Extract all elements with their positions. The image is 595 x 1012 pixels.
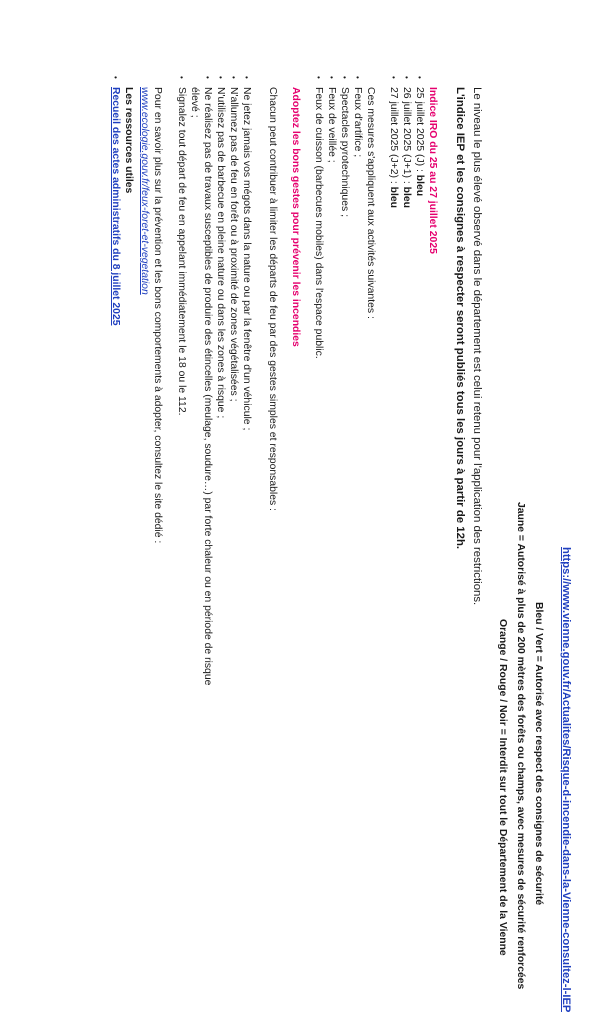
- info-line: Pour en savoir plus sur la prévention et les bons comportements à adopter, consultez le site dédié :: [152, 87, 163, 544]
- indice-level: bleu: [388, 186, 399, 209]
- bullet-icon: •: [415, 76, 424, 79]
- bullet-icon: •: [327, 76, 336, 79]
- gestes-item: N'allumez pas de feu en forêt ou à proximité de zones végétalisées ;: [228, 87, 239, 402]
- gestes-heading: Adoptez les bons gestes pour prévenir les incendies: [290, 87, 301, 347]
- intro-line-2: L'indice IEP et les consignes à respecter seront publiés tous les jours à partir de 12h.: [454, 87, 466, 550]
- bullet-icon: •: [229, 76, 238, 79]
- mesures-item: Feux de cuisson (barbecues mobiles) dans l'espace public.: [313, 87, 324, 359]
- mesures-item: Spectacles pyrotechniques ;: [339, 87, 350, 217]
- mesures-intro: Ces mesures s'appliquent aux activités suivantes :: [365, 87, 376, 319]
- bullet-icon: •: [389, 76, 398, 79]
- indice-heading: Indice IRO du 25 au 27 juillet 2025: [427, 87, 438, 254]
- bullet-icon: •: [216, 76, 225, 79]
- risk-page-link[interactable]: https://www.vienne.gouv.fr/Actualites/Risque-d-incendie-dans-la-Vienne-consultez-l-IEP: [560, 547, 572, 1012]
- ecologie-link[interactable]: www.ecologie.gouv.fr/feux-foret-et-vegetation: [139, 87, 150, 295]
- indice-date: 27 juillet 2025 (J+2) :: [388, 87, 399, 187]
- bullet-icon: •: [203, 76, 212, 79]
- indice-item: [401, 87, 411, 208]
- indice-date: 25 juillet 2025 (J) :: [414, 87, 425, 175]
- legend-line-yellow: Jaune = Autorisé à plus de 200 mètres des forêts ou champs, avec mesures de sécurité renforcées: [515, 502, 526, 990]
- indice-item: [414, 87, 424, 196]
- legend-line-blue-green: Bleu / Vert = Autorisé avec respect des consignes de sécurité: [533, 602, 544, 906]
- bullet-icon: •: [340, 76, 349, 79]
- mesures-item: Feux d'artifice ;: [352, 87, 363, 158]
- bullet-icon: •: [111, 76, 120, 79]
- gestes-item: Ne jetez jamais vos mégots dans la nature ou par la fenêtre d'un véhicule ;: [241, 87, 252, 431]
- gestes-item-continuation: élevé ;: [189, 87, 200, 118]
- gestes-item: Signalez tout départ de feu en appelant immédiatement le 18 ou le 112.: [176, 87, 187, 416]
- ressources-heading: Les ressources utiles: [123, 87, 134, 194]
- mesures-item: Feux de veillée ;: [326, 87, 337, 163]
- gestes-item: Ne réalisez pas de travaux susceptibles de produire des étincelles (meulage, soudure…) par forte chaleur ou en période de risque: [202, 87, 213, 686]
- bullet-icon: •: [242, 76, 251, 79]
- recueil-link[interactable]: Recueil des actes administratifs du 8 juillet 2025: [110, 87, 121, 326]
- legend-line-orange-red-black: Orange / Rouge / Noir = Interdit sur tout le Département de la Vienne: [497, 619, 508, 956]
- bullet-icon: •: [177, 76, 186, 79]
- rotated-content: [0, 2, 575, 1012]
- indice-level: bleu: [414, 174, 425, 197]
- indice-date: 26 juillet 2025 (J+1) :: [401, 87, 412, 187]
- indice-item: [388, 87, 398, 208]
- indice-level: bleu: [401, 186, 412, 209]
- intro-line-1: Le niveau le plus élevé observé dans le département est celui retenu pour l'application des restrictions.: [471, 87, 483, 606]
- gestes-intro: Chacun peut contribuer à limiter les départs de feu par des gestes simples et responsables :: [267, 87, 278, 511]
- bullet-icon: •: [402, 76, 411, 79]
- bullet-icon: •: [353, 76, 362, 79]
- gestes-item: N'utilisez pas de barbecue en pleine nature ou dans les zones à risque ;: [215, 87, 226, 419]
- bullet-icon: •: [314, 76, 323, 79]
